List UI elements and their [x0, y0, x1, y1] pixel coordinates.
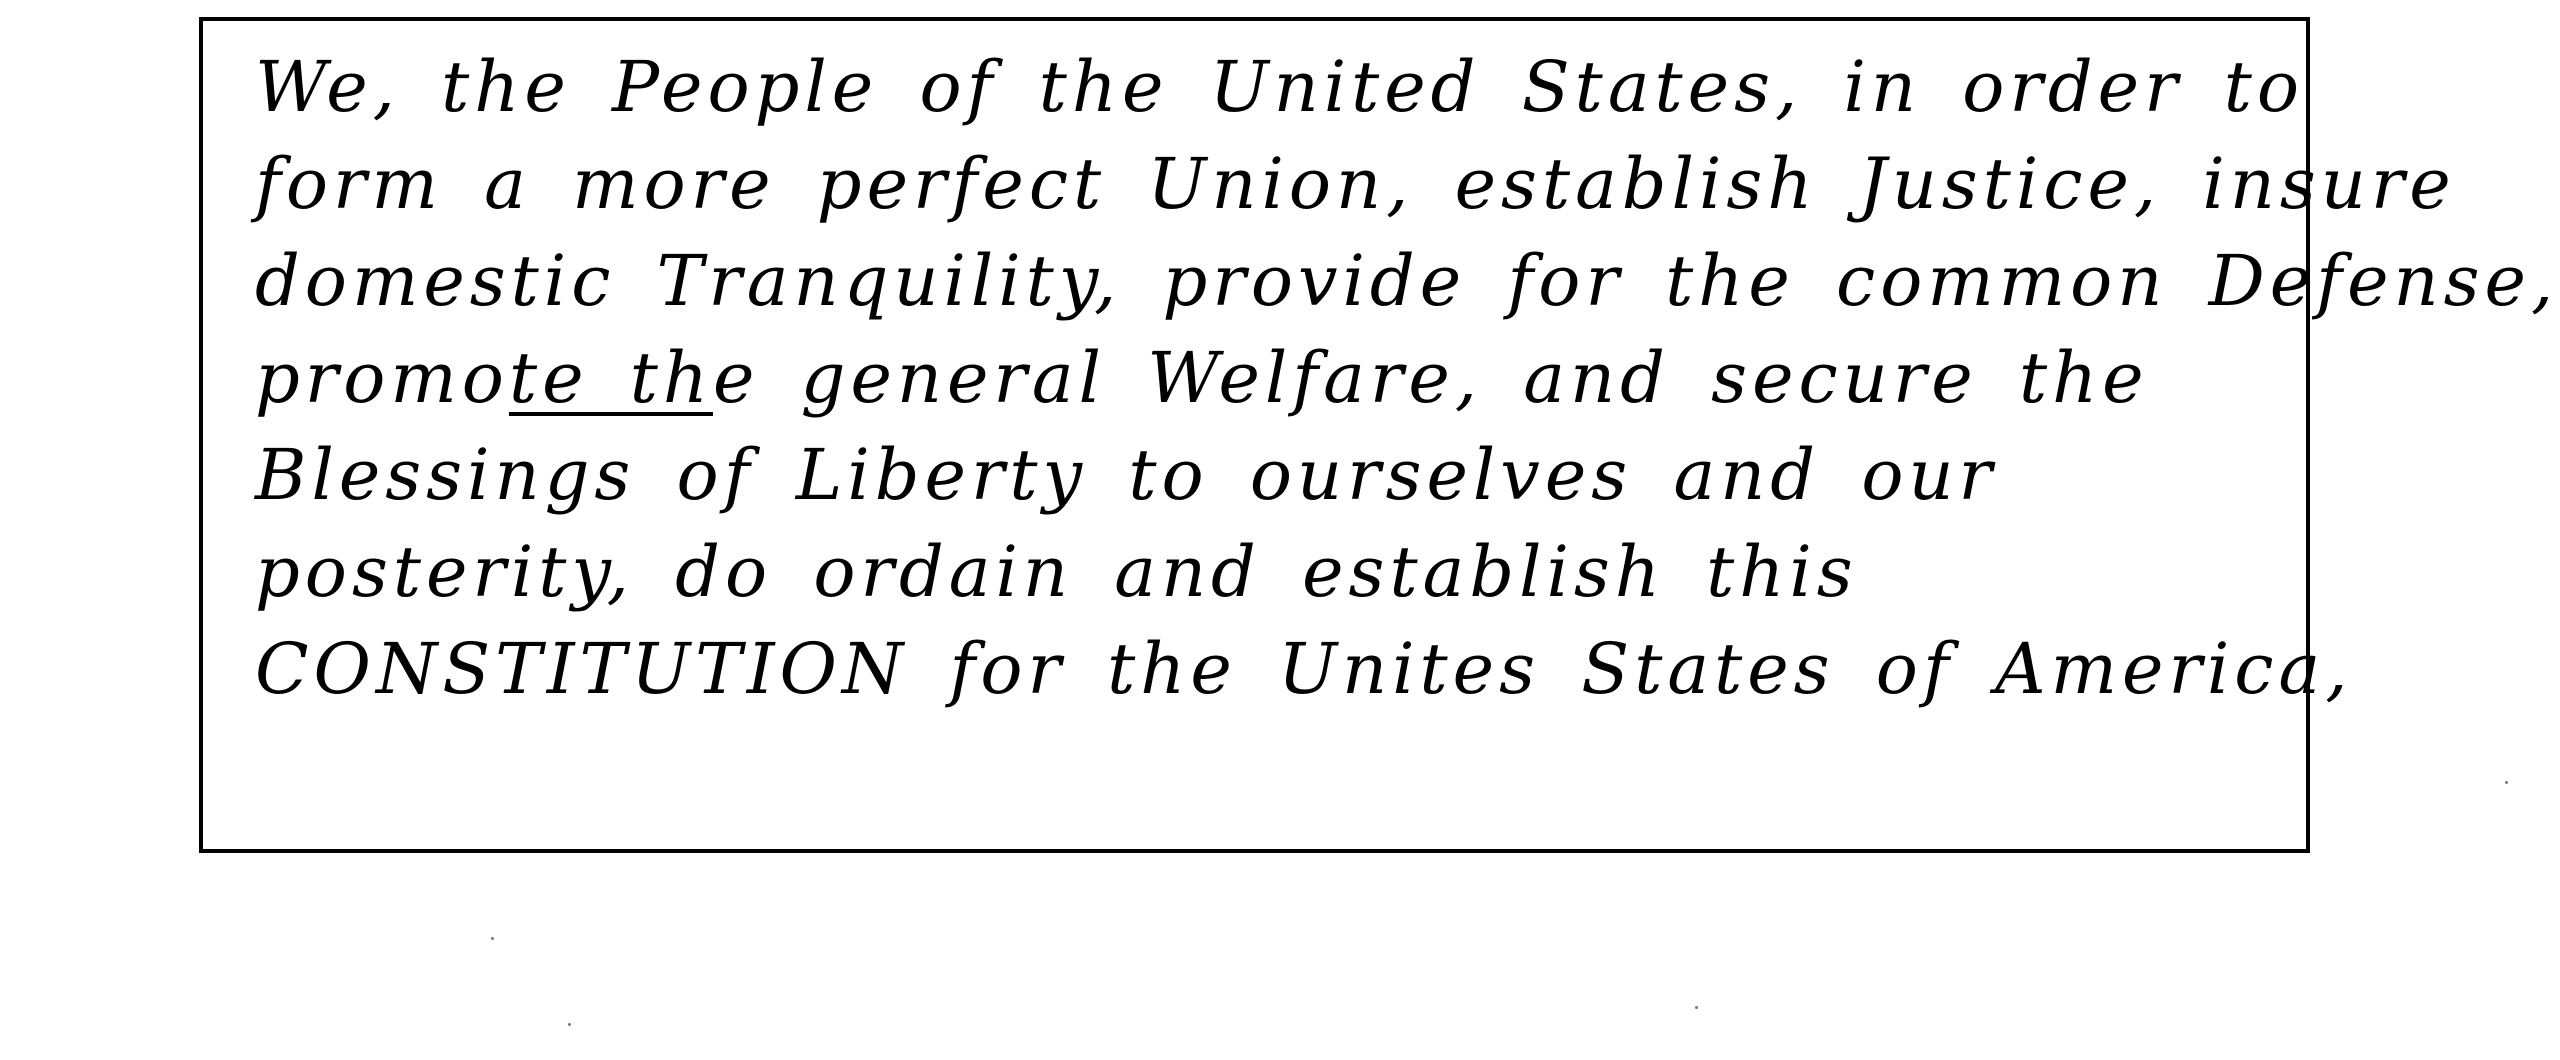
handwriting-line-3: domestic Tranquility, provide for the common Defense,: [255, 240, 2559, 322]
handwriting-line-6: posterity, do ordain and establish this: [255, 531, 1858, 613]
handwritten-preamble: [255, 39, 2559, 718]
handwriting-line-2: form a more perfect Union, establish Justice, insure: [255, 143, 2456, 225]
scan-speck: [1695, 1006, 1698, 1009]
scan-speck: [2505, 781, 2508, 784]
line-4-start: promo: [255, 337, 509, 419]
handwriting-line-7: CONSTITUTION for the Unites States of America,: [255, 628, 2353, 710]
handwriting-line-4: [255, 330, 2285, 427]
handwriting-line-1: We, the People of the United States, in order to: [255, 46, 2305, 128]
scan-speck: [568, 1023, 571, 1026]
handwriting-sample-frame: [199, 17, 2559, 853]
scan-speck: [491, 937, 494, 940]
handwriting-line-5: Blessings of Liberty to ourselves and our: [255, 434, 1998, 516]
line-4-end: e general Welfare, and secure the: [712, 337, 2149, 419]
underlined-mark: te th: [508, 337, 713, 419]
